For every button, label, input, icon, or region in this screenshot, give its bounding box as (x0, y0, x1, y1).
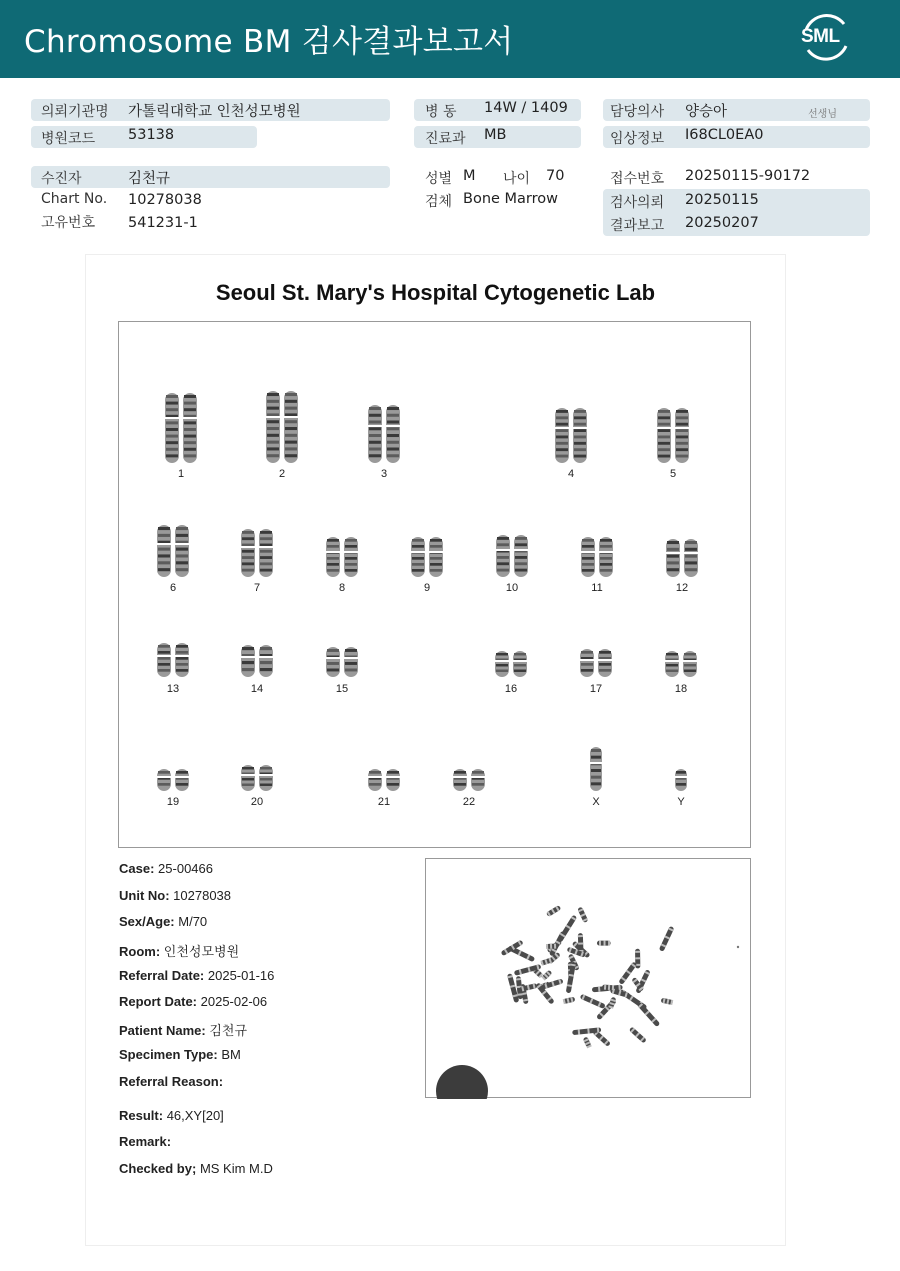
chromosome-image (447, 768, 491, 792)
specimen-value: Bone Marrow (463, 191, 559, 207)
hospital-code-value: 53138 (128, 127, 175, 143)
chromosome-label: 8 (338, 582, 346, 594)
field-label: Checked by; (119, 1161, 197, 1176)
report-field-row (119, 1074, 223, 1089)
lab-title: Seoul St. Mary's Hospital Cytogenetic Lab (215, 280, 656, 305)
chromosome-label: 16 (504, 683, 518, 695)
report-date-label: 결과보고 (610, 218, 665, 234)
chromosome-image (235, 644, 279, 678)
sml-logo (796, 12, 856, 64)
age-label: 나이 (503, 171, 531, 187)
field-label: Specimen Type: (119, 1047, 218, 1062)
chromosome-label: Y (677, 796, 685, 808)
chromosome-image (489, 650, 533, 678)
unique-label: 고유번호 (41, 215, 96, 231)
chromosome-image (320, 646, 364, 678)
metaphase-spread-image (426, 859, 752, 1099)
request-label: 검사의뢰 (610, 195, 665, 211)
chromosome-image (362, 404, 406, 464)
field-value: 25-00466 (158, 861, 213, 876)
report-field-row (119, 994, 267, 1009)
field-value: 10278038 (173, 888, 232, 903)
chromosome-image (235, 528, 279, 578)
institution-value: 가톨릭대학교 인천성모병원 (128, 104, 301, 120)
chromosome-label: 1 (177, 468, 185, 480)
request-value: 20250115 (685, 192, 759, 208)
report-field-row (119, 941, 239, 960)
report-field-row (119, 888, 231, 903)
chromosome-image (651, 407, 695, 464)
department-value: MB (484, 127, 507, 143)
logo-text: SML (801, 26, 840, 47)
chart-value: 10278038 (128, 192, 202, 208)
hospital-code-label: 병원코드 (41, 131, 96, 147)
chromosome-image (490, 534, 534, 578)
report-field-row (119, 914, 207, 929)
unique-value: 541231-1 (128, 215, 198, 231)
ward-value: 14W / 1409 (484, 100, 568, 116)
chromosome-label: 10 (505, 582, 519, 594)
field-label: Room: (119, 944, 161, 959)
receipt-value: 20250115-90172 (685, 168, 811, 184)
receipt-label: 접수번호 (610, 171, 665, 187)
field-label: Sex/Age: (119, 914, 175, 929)
field-label: Case: (119, 861, 155, 876)
clinical-value: I68CL0EA0 (685, 127, 764, 143)
chromosome-label: 17 (589, 683, 603, 695)
chromosome-label: 3 (380, 468, 388, 480)
doctor-suffix: 선생님 (808, 109, 837, 120)
chromosome-label: 21 (377, 796, 391, 808)
field-value: MS Kim M.D (199, 1161, 273, 1176)
field-value: 2025-02-06 (200, 994, 268, 1009)
chromosome-label: 14 (250, 683, 264, 695)
chromosome-label: 7 (253, 582, 261, 594)
chromosome-label: 19 (166, 796, 180, 808)
chromosome-label: 2 (278, 468, 286, 480)
header-bar (0, 0, 900, 78)
chromosome-label: 22 (462, 796, 476, 808)
chromosome-image (151, 768, 195, 792)
doctor-value: 양승아 (685, 104, 728, 120)
chromosome-label: 5 (669, 468, 677, 480)
specimen-label: 검체 (425, 194, 453, 210)
report-field-row (119, 1134, 171, 1149)
chart-label: Chart No. (41, 191, 108, 207)
field-label: Remark: (119, 1134, 172, 1149)
chromosome-image (362, 768, 406, 792)
karyotype-panel (118, 321, 751, 848)
report-field-row (119, 1020, 247, 1039)
field-value: 2025-01-16 (207, 968, 275, 983)
department-label: 진료과 (425, 131, 466, 147)
chromosome-image (151, 524, 195, 578)
age-value: 70 (546, 168, 565, 184)
clinical-label: 임상정보 (610, 131, 665, 147)
chromosome-image (405, 536, 449, 578)
chromosome-image (320, 536, 364, 578)
chromosome-label: 9 (423, 582, 431, 594)
chromosome-label: 11 (591, 582, 603, 594)
chromosome-image (660, 538, 704, 578)
field-label: Patient Name: (119, 1023, 206, 1038)
chromosome-label: X (592, 796, 600, 808)
chromosome-image (151, 642, 195, 678)
institution-label: 의뢰기관명 (41, 104, 109, 120)
doctor-label: 담당의사 (610, 104, 665, 120)
field-value: BM (221, 1047, 241, 1062)
report-title: Chromosome BM 검사결과보고서 (24, 24, 514, 60)
chromosome-image (659, 650, 703, 678)
field-label: Result: (119, 1108, 164, 1123)
report-field-row (119, 1047, 241, 1062)
field-label: Report Date: (119, 994, 198, 1009)
sex-label: 성별 (425, 171, 453, 187)
chromosome-image (549, 407, 593, 464)
patient-row-bg (31, 166, 390, 188)
field-value: M/70 (178, 914, 208, 929)
chromosome-label: 12 (675, 582, 689, 594)
report-field-row (119, 968, 274, 983)
field-label: Referral Date: (119, 968, 205, 983)
metaphase-image (425, 858, 751, 1098)
chromosome-label: 20 (250, 796, 264, 808)
chromosome-label: 18 (674, 683, 688, 695)
chromosome-label: 13 (166, 683, 180, 695)
report-date-value: 20250207 (685, 215, 759, 231)
patient-value: 김천규 (128, 171, 171, 187)
ward-label: 병 동 (425, 104, 457, 120)
chromosome-image (260, 390, 304, 464)
chromosome-image (159, 392, 203, 464)
field-value: 46,XY[20] (166, 1108, 224, 1123)
patient-label: 수진자 (41, 171, 82, 187)
chromosome-image (586, 746, 606, 792)
chromosome-image (235, 764, 279, 792)
field-value: 김천규 (209, 1023, 248, 1038)
field-value: 인천성모병원 (163, 944, 240, 959)
chromosome-label: 6 (169, 582, 177, 594)
chromosome-label: 15 (335, 683, 349, 695)
report-field-row (119, 1108, 224, 1123)
field-label: Unit No: (119, 888, 170, 903)
chromosome-image (671, 768, 691, 792)
chromosome-image (574, 648, 618, 678)
report-field-row (119, 1161, 273, 1176)
chromosome-image (575, 536, 619, 578)
report-field-row (119, 861, 213, 876)
chromosome-label: 4 (567, 468, 575, 480)
field-label: Referral Reason: (119, 1074, 224, 1089)
sex-value: M (463, 168, 476, 184)
